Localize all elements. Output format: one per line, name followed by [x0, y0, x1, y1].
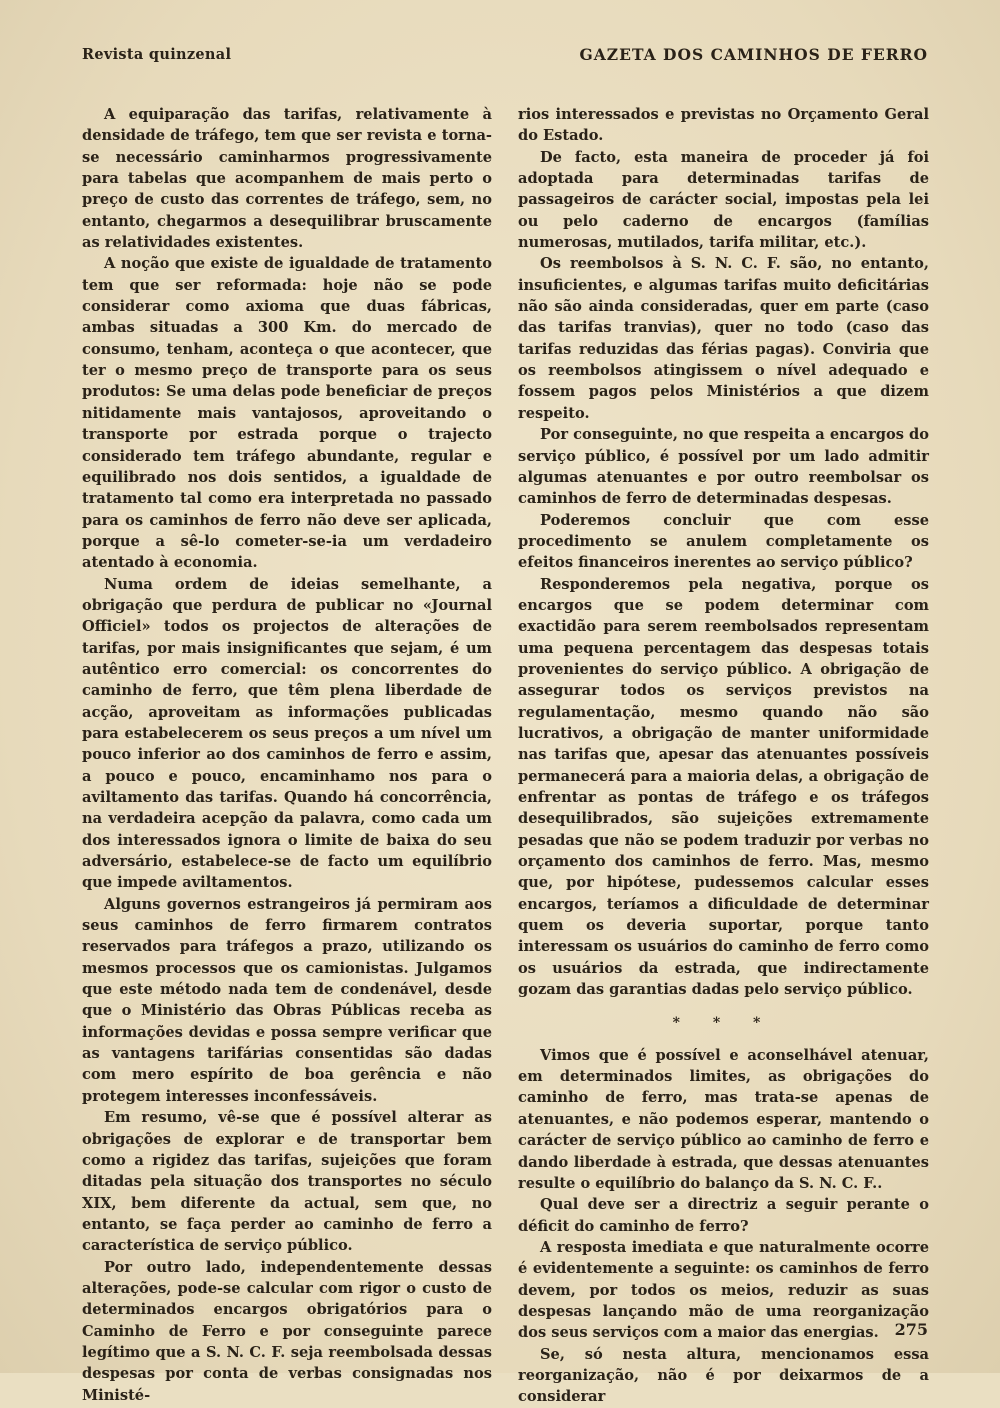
paragraph: Por outro lado, independentemente dessas alterações, pode-se calcular com rigor o custo de determinados encargos obrigatórios para o Caminho de Ferro e por conseguinte parece legítimo que a S. N. C. F. seja reembolsada dessas despesas por conta de verbas consignadas nos Ministé- — [82, 1258, 492, 1404]
right-column — [518, 104, 929, 1408]
paragraph: Se, só nesta altura, mencionamos essa reorganização, não é por deixarmos de a considerar — [518, 1345, 929, 1406]
paragraph: A resposta imediata e que naturalmente ocorre é evidentemente a seguinte: os caminhos de ferro devem, por todos os meios, reduzir as suas despesas lançando mão de uma reorganização dos seus serviços com a maior das energias. — [518, 1238, 929, 1342]
paragraph: Os reembolsos à S. N. C. F. são, no entanto, insuficientes, e algumas tarifas muito deficitárias não são ainda consideradas, quer em parte (caso das tarifas tranvias), quer no todo (caso das tarifas reduzidas das férias pagas). Conviria que os reembolsos atingissem o nível adequado e fossem pagos pelos Ministérios a que dizem respeito. — [518, 255, 929, 422]
paragraph: A noção que existe de igualdade de tratamento tem que ser reformada: hoje não se pode considerar como axioma que duas fábricas, ambas situadas a 300 Km. do mercado de consumo, tenham, aconteça o que acontecer, que ter o mesmo preço de transporte para os seus produtos: Se uma delas pode beneficiar de preços nitidamente mais vantajosos, aproveitando o transporte por estrada porque o trajecto considerado tem tráfego abundante, regular e equilibrado nos dois sentidos, a igualdade de tratamento tal como era interpretada no passado para os caminhos de ferro não deve ser aplicada, porque a sê-lo cometer-se-ia um verdadeiro atentado à economia. — [82, 255, 492, 572]
paragraph: Por conseguinte, no que respeita a encargos do serviço público, é possível por um lado admitir algumas atenuantes e por outro reembolsar os caminhos de ferro de determinadas despesas. — [518, 426, 929, 508]
paragraph: A equiparação das tarifas, relativamente à densidade de tráfego, tem que ser revista e torna-se necessário caminharmos progressivamente para tabelas que acompanhem de mais perto o preço de custo das correntes de tráfego, sem, no entanto, chegarmos a desequilibrar bruscamente as relatividades existentes. — [82, 106, 492, 252]
paragraph: rios interessados e previstas no Orçamento Geral do Estado. — [518, 106, 929, 145]
paragraph: Qual deve ser a directriz a seguir perante o déficit do caminho de ferro? — [518, 1196, 929, 1235]
paragraph: De facto, esta maneira de proceder já foi adoptada para determinadas tarifas de passageiros de carácter social, impostas pela lei ou pelo caderno de encargos (famílias numerosas, mutilados, tarifa militar, etc.). — [518, 148, 929, 252]
header-left: Revista quinzenal — [82, 46, 232, 63]
paragraph: Vimos que é possível e aconselhável atenuar, em determinados limites, as obrigações do caminho de ferro, mas trata-se apenas de atenuantes, e não podemos esperar, mantendo o carácter de serviço público ao caminho de ferro e dando liberdade à estrada, que dessas atenuantes resulte o equilíbrio do balanço da S. N. C. F.. — [518, 1046, 929, 1192]
left-column — [82, 104, 492, 1406]
section-separator: * * * — [672, 1015, 775, 1032]
paragraph: Numa ordem de ideias semelhante, a obrigação que perdura de publicar no «Journal Officiel» todos os projectos de alterações de tarifas, por mais insignificantes que sejam, é um autêntico erro comercial: os concorrentes do caminho de ferro, que têm plena liberdade de acção, aproveitam as informações publicadas para estabelecerem os seus preços a um nível um pouco inferior ao dos caminhos de ferro e assim, a pouco e pouco, encaminhamo nos para o aviltamento das tarifas. Quando há concorrência, na verdadeira acepção da palavra, como cada um dos interessados ignora o limite de baixa do seu adversário, estabelece-se de facto um equilíbrio que impede aviltamentos. — [82, 575, 492, 892]
paragraph: Poderemos concluir que com esse procedimento se anulem completamente os efeitos financeiros inerentes ao serviço público? — [518, 511, 929, 572]
header-title: GAZETA DOS CAMINHOS DE FERRO — [579, 45, 928, 64]
page-number: 275 — [894, 1320, 928, 1339]
paragraph: Responderemos pela negativa, porque os encargos que se podem determinar com exactidão para serem reembolsados representam uma pequena percentagem das despesas totais provenientes do serviço público. A obrigação de assegurar todos os serviços previstos na regulamentação, mesmo quando não são lucrativos, a obrigação de manter uniformidade nas tarifas que, apesar das atenuantes possíveis permanecerá para a maioria delas, a obrigação de enfrentar as pontas de tráfego e os tráfegos desequilibrados, são sujeições extremamente pesadas que não se podem traduzir por verbas no orçamento dos caminhos de ferro. Mas, mesmo que, por hipótese, pudessemos calcular esses encargos, teríamos a dificuldade de determinar quem os deveria suportar, porque tanto interessam os usuários do caminho de ferro como os usuários da estrada, que indirectamente gozam das garantias dadas pelo serviço público. — [518, 575, 929, 999]
paragraph: Em resumo, vê-se que é possível alterar as obrigações de explorar e de transportar bem como a rigidez das tarifas, sujeições que foram ditadas pela situação dos transportes no século XIX, bem diferente da actual, sem que, no entanto, se faça perder ao caminho de ferro a característica de serviço público. — [82, 1109, 492, 1255]
paragraph: Alguns governos estrangeiros já permiram aos seus caminhos de ferro firmarem contratos reservados para tráfegos a prazo, utilizando os mesmos processos que os camionistas. Julgamos que este método nada tem de condenável, desde que o Ministério das Obras Públicas receba as informações devidas e possa sempre verificar que as vantagens tarifárias consentidas são dadas com mero espírito de boa gerência e não protegem interesses inconfessáveis. — [82, 895, 492, 1105]
